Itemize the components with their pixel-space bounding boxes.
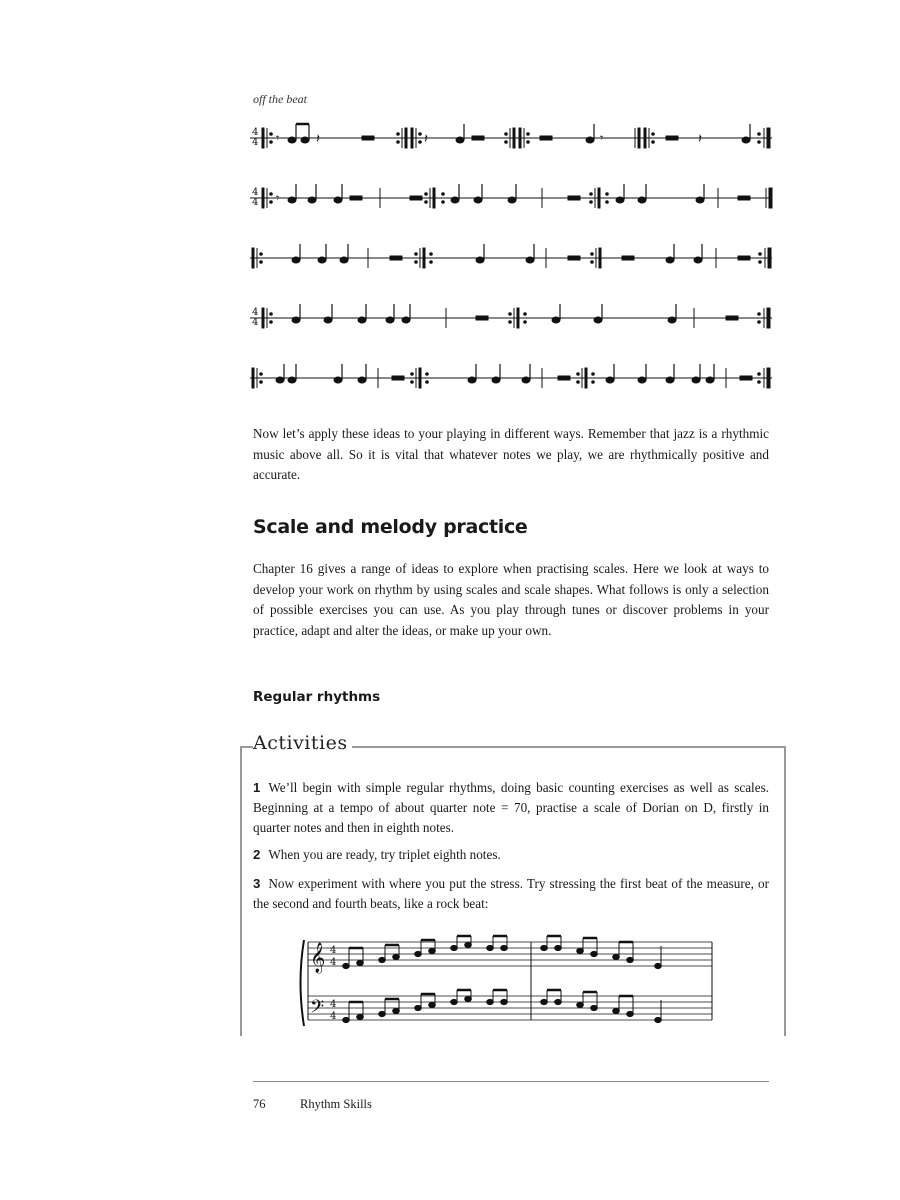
svg-text:𝄞: 𝄞 — [310, 943, 326, 973]
activity-item-2 — [253, 845, 769, 865]
svg-text:4: 4 — [252, 197, 259, 208]
grand-staff-example — [296, 930, 721, 1035]
svg-text:𝄾: 𝄾 — [600, 131, 604, 145]
svg-text:4: 4 — [330, 999, 337, 1010]
intro-paragraph: Now let’s apply these ideas to your playing in different ways. Remember that jazz is a rhythmic music above all. So it is vital that whatever notes we play, we are rhythmically positive and accurate. — [253, 426, 769, 482]
svg-text:𝄾: 𝄾 — [276, 191, 280, 205]
activity-text-3: Now experiment with where you put the stress. Try stressing the first beat of the measure, or the second and fourth beats, like a rock beat: — [253, 876, 769, 911]
running-footer-title: Rhythm Skills — [300, 1097, 372, 1111]
section-heading: Scale and melody practice — [253, 516, 528, 538]
rhythm-line-2 — [250, 184, 772, 208]
rhythm-line-4 — [250, 304, 772, 328]
rhythm-notation — [250, 112, 775, 402]
svg-text:𝄾: 𝄾 — [276, 131, 280, 145]
svg-text:4: 4 — [252, 187, 259, 198]
svg-text:𝄢: 𝄢 — [310, 997, 325, 1022]
svg-text:4: 4 — [330, 945, 337, 956]
svg-text:𝄽: 𝄽 — [698, 132, 702, 147]
time-signature-bottom: 4 — [252, 137, 259, 148]
page-number: 76 — [253, 1097, 266, 1111]
activity-number-3: 3 — [253, 876, 261, 891]
activities-title: Activities — [253, 732, 352, 754]
svg-text:4: 4 — [330, 957, 337, 968]
rhythm-line-1 — [250, 124, 772, 148]
subheading-regular-rhythms: Regular rhythms — [253, 689, 381, 705]
activity-text-2: When you are ready, try triplet eighth notes. — [268, 847, 501, 862]
svg-text:4: 4 — [252, 317, 259, 328]
rhythm-exercises — [250, 112, 775, 402]
svg-text:𝄽: 𝄽 — [316, 132, 320, 147]
activity-text-1: We’ll begin with simple regular rhythms, doing basic counting exercises as well as scales. Beginning at a tempo of about quarter note = 70, practise a scale of Dorian on D, firstly in quarter notes and then in eighth notes. — [253, 780, 769, 835]
footer-divider — [253, 1081, 769, 1082]
activity-item-3 — [253, 874, 769, 914]
svg-text:4: 4 — [252, 307, 259, 318]
caption-off-the-beat: off the beat — [253, 92, 307, 106]
rhythm-line-5 — [250, 364, 772, 388]
grand-staff-notation — [296, 930, 721, 1035]
section-paragraph: Chapter 16 gives a range of ideas to explore when practising scales. Here we look at ways to develop your work on rhythm by using scales and scale shapes. What follows is only a selection of possible exercises you can use. As you play through tunes or discover problems in your practice, adapt and alter the ideas, or make up your own. — [253, 561, 769, 638]
svg-text:4: 4 — [330, 1011, 337, 1022]
activity-number-1: 1 — [253, 780, 261, 795]
activity-item-1 — [253, 778, 769, 838]
rhythm-line-3 — [250, 244, 772, 268]
time-signature-top: 4 — [252, 127, 259, 138]
activity-number-2: 2 — [253, 847, 261, 862]
svg-text:𝄽: 𝄽 — [424, 132, 428, 147]
